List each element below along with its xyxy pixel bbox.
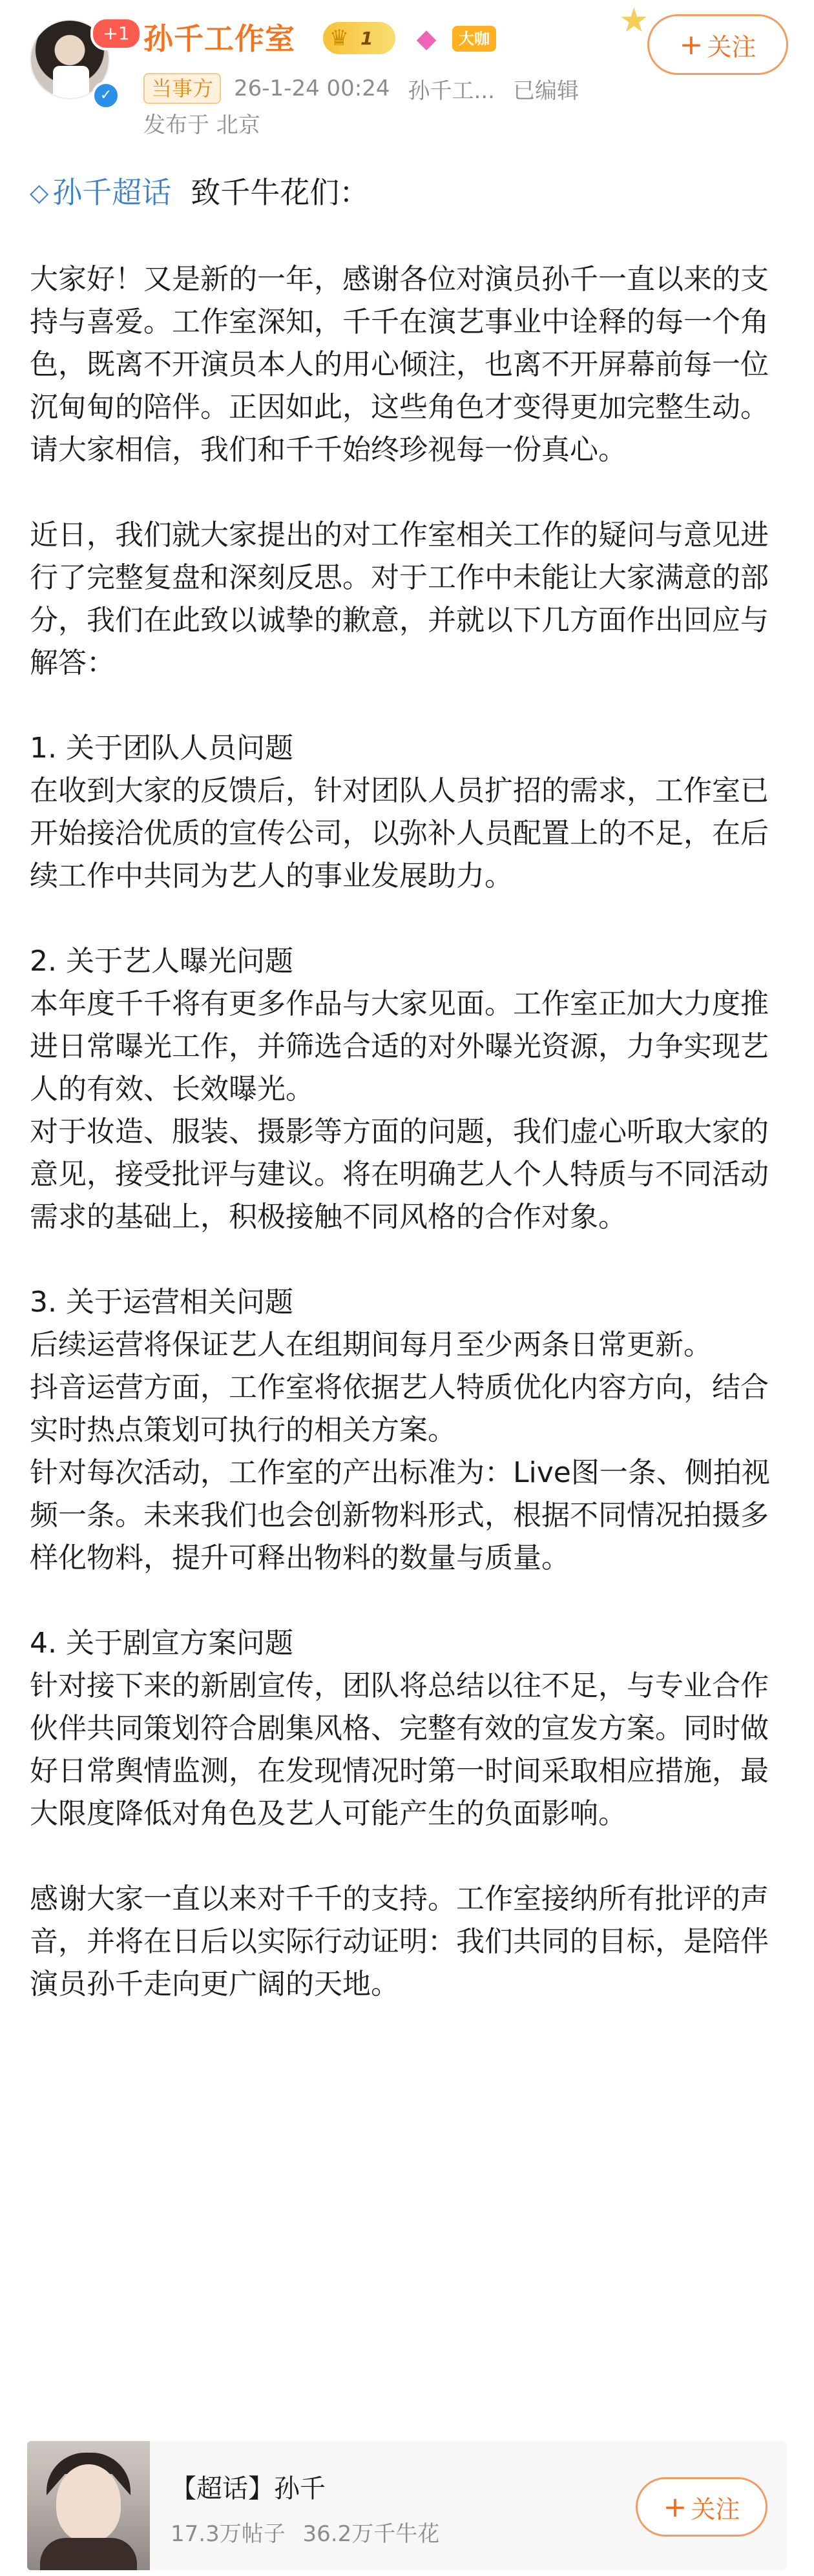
spacer [30,1835,786,1878]
bigv-badge[interactable]: 大咖 [452,26,496,52]
diamond-icon[interactable]: ◆ [416,24,437,54]
supertopic-follow-label: 关注 [691,2495,740,2524]
plus-icon: + [679,28,704,61]
spacer [30,685,786,727]
spacer [30,898,786,940]
verified-icon: ✓ [92,81,120,110]
supertopic-fans: 36.2万千牛花 [302,2521,440,2547]
paragraph-section-2: 2. 关于艺人曝光问题 本年度千千将有更多作品与大家见面。工作室正加大力度推进日常曝光工作，并筛选合适的对外曝光资源，力争实现艺人的有效、长效曝光。 对于妆造、服装、摄影等方面的问题，我们虚心听取大家的意见，接受批评与建议。将在明确艺人个人特质与不同活动需求的基础上，积极接触不同风格的合作对象。 [30,945,769,1233]
spacer [30,216,786,258]
post-greeting: 致千牛花们： [191,175,370,210]
supertopic-link[interactable] [30,169,171,216]
post-source[interactable]: 孙千工... [408,77,495,104]
supertopic-thumbnail[interactable] [27,2441,150,2570]
post-location: 发布于 北京 [143,112,260,138]
paragraph-section-3: 3. 关于运营相关问题 后续运营将保证艺人在组期间每月至少两条日常更新。 抖音运营方面，工作室将依据艺人特质优化内容方向，结合实时热点策划可执行的相关方案。 针对每次活动，工作室的产出标准为：Live图一条、侧拍视频一条。未来我们也会创新物料形式，根据不同情况拍摄多样化物料，提升可释出物料的数量与质量。 [30,1286,770,1574]
thumbnail-face [56,2464,121,2542]
spacer [30,471,786,514]
follow-label: 关注 [707,32,757,61]
supertopic-stats [171,2516,450,2548]
author-name[interactable]: 孙千工作室 [143,21,295,56]
follow-button[interactable] [647,14,788,75]
level-number: 1 [360,27,373,49]
level-badge[interactable] [323,22,395,54]
supertopic-link-label: 孙千超话 [52,175,172,210]
supertopic-posts: 17.3万帖子 [171,2521,286,2547]
supertopic-follow-button[interactable] [636,2477,767,2537]
paragraph-intro: 大家好！又是新的一年，感谢各位对演员孙千一直以来的支持与喜爱。工作室深知，千千在演艺事业中诠释的每一个角色，既离不开演员本人的用心倾注，也离不开屏幕前每一位沉甸甸的陪伴。正因如此，这些角色才变得更加完整生动。请大家相信，我们和千千始终珍视每一份真心。 [30,263,769,466]
unread-count-badge: +1 [90,17,142,50]
edited-label[interactable]: 已编辑 [512,77,579,104]
paragraph-section-4: 4. 关于剧宣方案问题 针对接下来的新剧宣传，团队将总结以往不足，与专业合作伙伴共同策划符合剧集风格、完整有效的宣发方案。同时做好日常舆情监测，在发现情况时第一时间采取相应措施，最大限度降低对角色及艺人可能产生的负面影响。 [30,1627,769,1830]
post-header [0,0,814,155]
star-icon: ★ [619,1,649,40]
supertopic-card[interactable] [27,2441,787,2570]
post-meta [143,72,579,105]
post-timestamp: 26-1-24 00:24 [234,76,390,101]
spacer [30,1239,786,1281]
spacer [30,1580,786,1622]
crown-icon: ♛ [329,25,350,51]
author-avatar[interactable] [30,19,130,103]
thumbnail-scarf [40,2538,137,2570]
party-tag: 当事方 [143,73,221,104]
topic-line [30,169,786,216]
supertopic-icon: ◇ [30,178,49,207]
plus-icon: + [663,2490,687,2524]
paragraph-section-1: 1. 关于团队人员问题 在收到大家的反馈后，针对团队人员扩招的需求，工作室已开始接洽优质的宣传公司，以弥补人员配置上的不足，在后续工作中共同为艺人的事业发展助力。 [30,732,769,892]
post-body [30,169,786,2006]
paragraph-closing: 感谢大家一直以来对千千的支持。工作室接纳所有批评的声音，并将在日后以实际行动证明：我们共同的目标，是陪伴演员孙千走向更广阔的天地。 [30,1882,769,2001]
paragraph-apology: 近日，我们就大家提出的对工作室相关工作的疑问与意见进行了完整复盘和深刻反思。对于工作中未能让大家满意的部分，我们在此致以诚挚的歉意，并就以下几方面作出回应与解答： [30,519,769,679]
supertopic-title[interactable]: 【超话】孙千 [171,2474,326,2504]
